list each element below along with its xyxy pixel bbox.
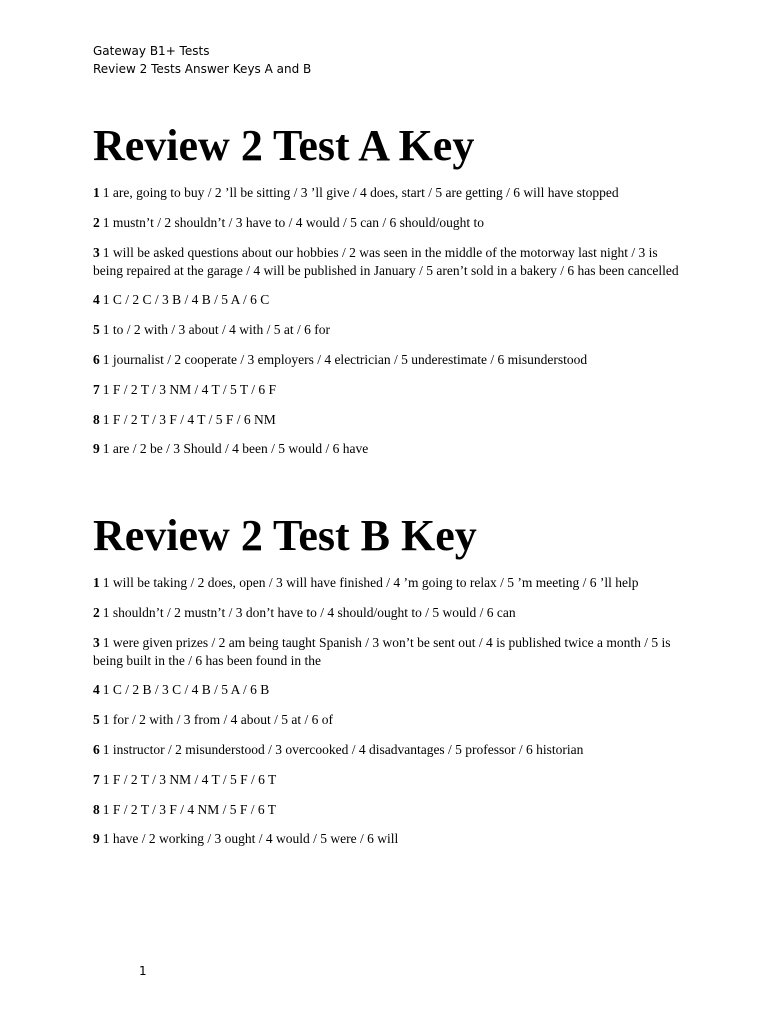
test-b-title: Review 2 Test B Key <box>93 511 477 560</box>
test-a-item <box>93 244 683 280</box>
item-number: 5 <box>93 322 100 338</box>
item-answers: 1 are / 2 be / 3 Should / 4 been / 5 would / 6 have <box>102 441 369 457</box>
item-number: 3 <box>93 244 100 260</box>
test-a-item <box>93 321 683 339</box>
item-number: 5 <box>93 712 100 728</box>
item-number: 9 <box>93 831 100 847</box>
item-number: 7 <box>93 381 100 397</box>
item-answers: 1 F / 2 T / 3 F / 4 NM / 5 F / 6 T <box>102 801 277 817</box>
item-answers: 1 are, going to buy / 2 ’ll be sitting / 3 ’ll give / 4 does, start / 5 are getting / 6 will have stopped <box>102 185 619 200</box>
item-number: 8 <box>93 801 100 817</box>
test-b-item <box>93 801 683 819</box>
item-number: 9 <box>93 441 100 457</box>
item-answers: 1 C / 2 C / 3 B / 4 B / 5 A / 6 C <box>102 292 270 308</box>
test-a-section <box>93 118 693 470</box>
test-b-item <box>93 830 683 848</box>
test-a-item <box>93 381 683 399</box>
item-answers: 1 C / 2 B / 3 C / 4 B / 5 A / 6 B <box>102 682 270 698</box>
item-answers: 1 instructor / 2 misunderstood / 3 overcooked / 4 disadvantages / 5 professor / 6 historian <box>102 741 584 757</box>
item-number: 4 <box>93 292 100 308</box>
test-a-title: Review 2 Test A Key <box>93 121 475 170</box>
item-number: 6 <box>93 741 100 757</box>
test-b-item <box>93 634 683 670</box>
item-number: 3 <box>93 634 100 650</box>
test-a-item <box>93 351 683 369</box>
item-number: 2 <box>93 214 100 230</box>
item-answers: 1 mustn’t / 2 shouldn’t / 3 have to / 4 would / 5 can / 6 should/ought to <box>102 214 484 230</box>
test-b-item <box>93 604 683 622</box>
item-answers: 1 to / 2 with / 3 about / 4 with / 5 at / 6 for <box>102 322 330 338</box>
test-a-item <box>93 214 683 232</box>
test-a-item <box>93 411 683 429</box>
test-b-item <box>93 711 683 729</box>
item-number: 4 <box>93 682 100 698</box>
header-line-series: Gateway B1+ Tests <box>93 44 210 58</box>
test-a-item <box>93 440 683 458</box>
test-b-item <box>93 771 683 789</box>
item-answers: 1 will be taking / 2 does, open / 3 will have finished / 4 ’m going to relax / 5 ’m meeting / 6 ’ll help <box>102 575 639 590</box>
test-b-item <box>93 574 683 592</box>
item-answers: 1 journalist / 2 cooperate / 3 employers / 4 electrician / 5 underestimate / 6 misunderstood <box>102 351 588 367</box>
item-answers: 1 will be asked questions about our hobbies / 2 was seen in the middle of the motorway last night / 3 is being repaired at the garage / 4 will be published in January / 5 aren’t sold in a bakery / 6 has been cancelled <box>93 244 679 278</box>
test-b-item <box>93 741 683 759</box>
item-number: 2 <box>93 604 100 620</box>
item-answers: 1 have / 2 working / 3 ought / 4 would / 5 were / 6 will <box>102 831 399 847</box>
item-answers: 1 shouldn’t / 2 mustn’t / 3 don’t have to / 4 should/ought to / 5 would / 6 can <box>102 604 516 620</box>
item-number: 7 <box>93 771 100 787</box>
page-header <box>93 42 311 78</box>
test-a-item <box>93 291 683 309</box>
test-a-item <box>93 184 683 202</box>
item-answers: 1 F / 2 T / 3 F / 4 T / 5 F / 6 NM <box>102 411 276 427</box>
page-number: 1 <box>139 964 147 978</box>
test-b-section <box>93 508 693 860</box>
item-number: 8 <box>93 411 100 427</box>
test-b-item <box>93 681 683 699</box>
item-number: 1 <box>93 575 100 590</box>
item-number: 1 <box>93 185 100 200</box>
item-answers: 1 F / 2 T / 3 NM / 4 T / 5 F / 6 T <box>102 771 277 787</box>
item-answers: 1 for / 2 with / 3 from / 4 about / 5 at / 6 of <box>102 712 333 728</box>
item-answers: 1 F / 2 T / 3 NM / 4 T / 5 T / 6 F <box>102 381 277 397</box>
header-line-subtitle: Review 2 Tests Answer Keys A and B <box>93 62 312 76</box>
item-answers: 1 were given prizes / 2 am being taught Spanish / 3 won’t be sent out / 4 is published twice a month / 5 is being built in the / 6 has been found in the <box>93 634 671 668</box>
item-number: 6 <box>93 351 100 367</box>
